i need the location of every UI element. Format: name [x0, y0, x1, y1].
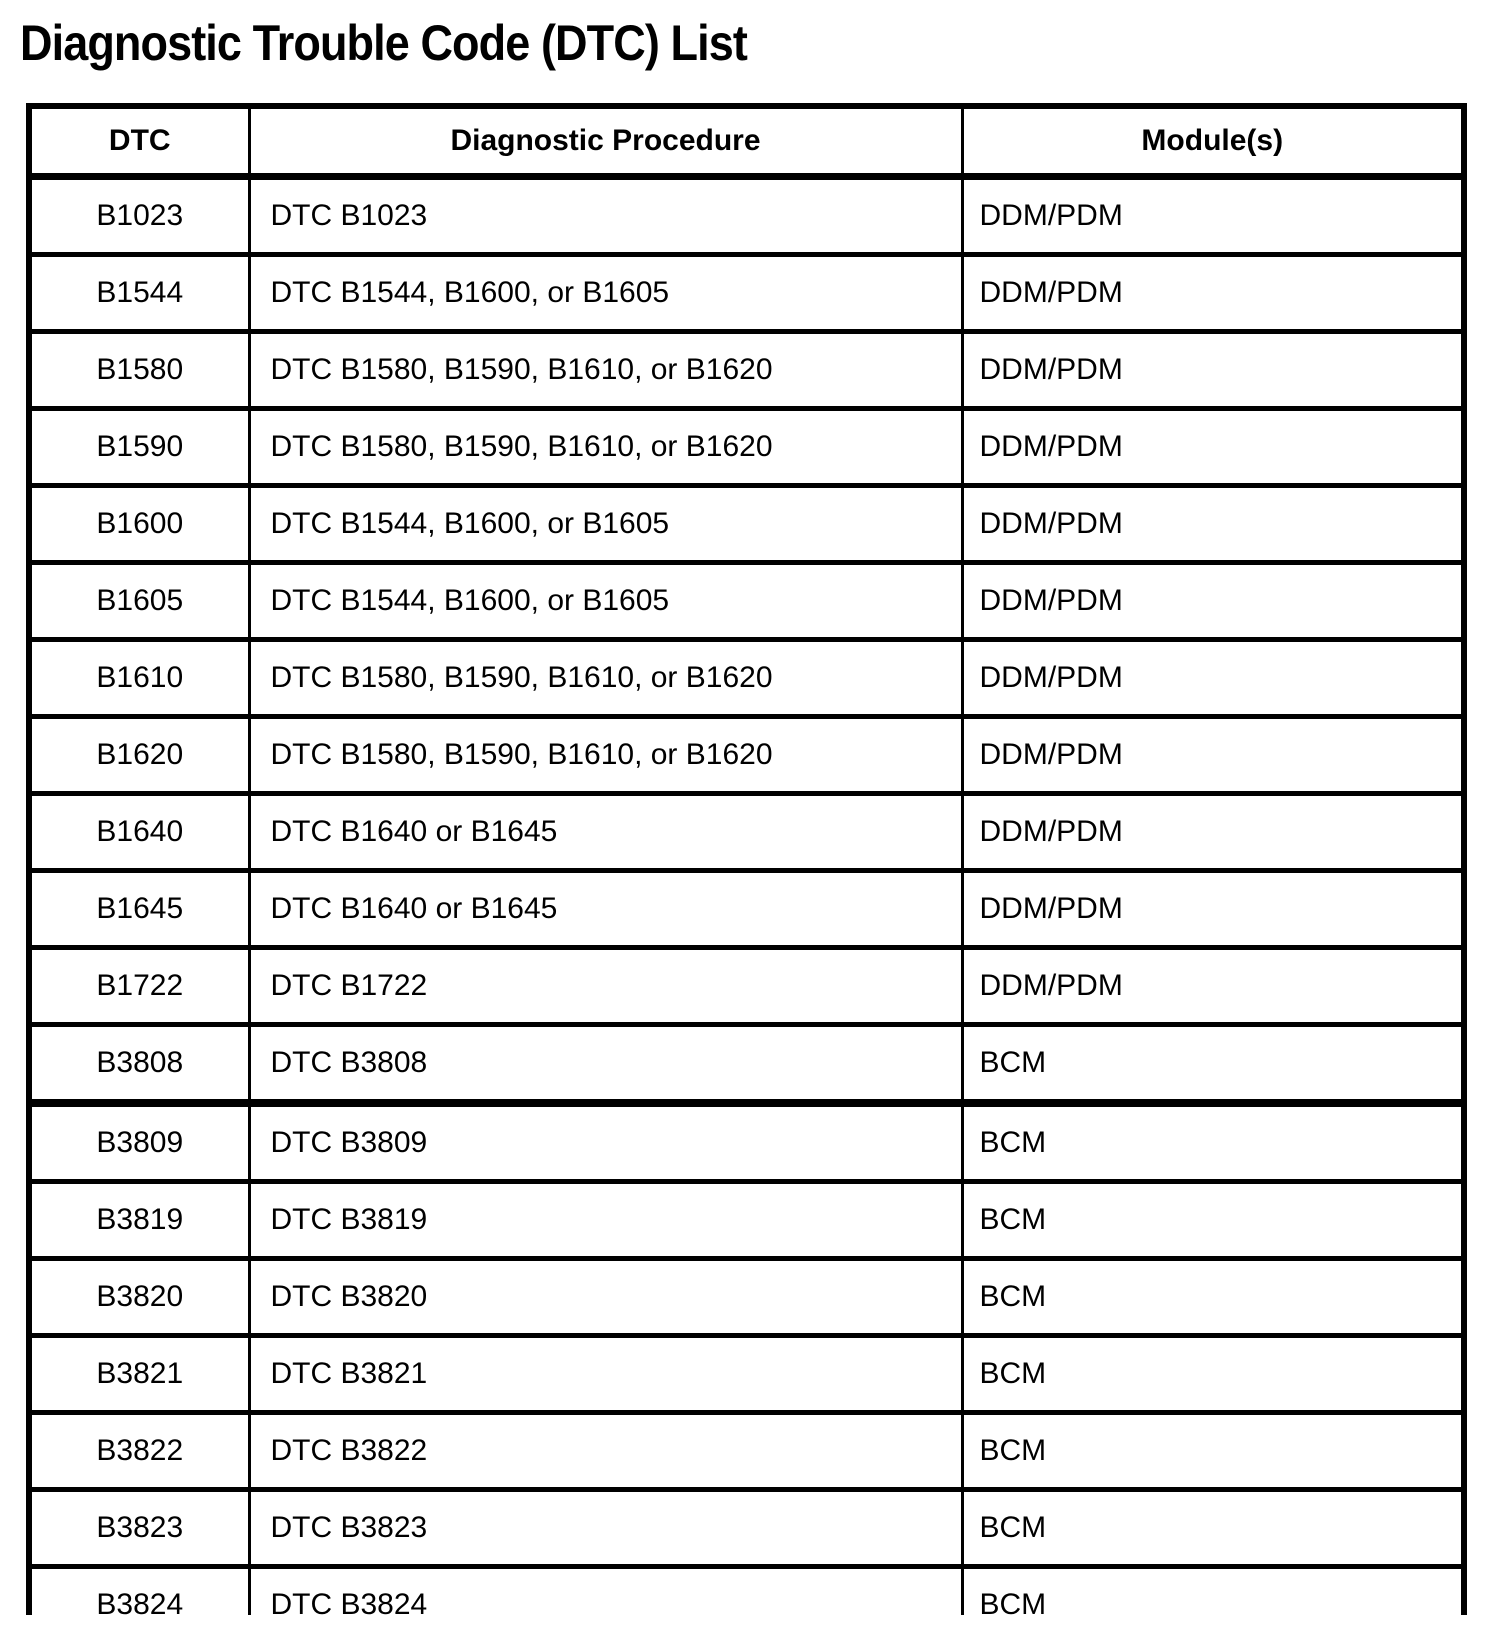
dtc-cell: B1640 — [29, 794, 249, 871]
dtc-cell: B3819 — [29, 1182, 249, 1259]
table-row — [29, 332, 1464, 409]
modules-cell: DDM/PDM — [962, 332, 1464, 409]
dtc-cell: B3823 — [29, 1490, 249, 1567]
table-row — [29, 486, 1464, 563]
dtc-cell: B1544 — [29, 255, 249, 332]
modules-cell: DDM/PDM — [962, 409, 1464, 486]
procedure-cell: DTC B3823 — [249, 1490, 962, 1567]
modules-cell: BCM — [962, 1490, 1464, 1567]
modules-cell: BCM — [962, 1259, 1464, 1336]
table-row — [29, 1413, 1464, 1490]
procedure-cell: DTC B3808 — [249, 1025, 962, 1104]
modules-cell: BCM — [962, 1567, 1464, 1616]
table-row — [29, 1103, 1464, 1182]
table-row — [29, 948, 1464, 1025]
modules-cell: DDM/PDM — [962, 871, 1464, 948]
modules-cell: BCM — [962, 1336, 1464, 1413]
header-cell-dtc: DTC — [29, 106, 249, 177]
dtc-table-head — [29, 106, 1464, 177]
procedure-cell: DTC B1544, B1600, or B1605 — [249, 255, 962, 332]
procedure-cell: DTC B1544, B1600, or B1605 — [249, 486, 962, 563]
dtc-cell: B3824 — [29, 1567, 249, 1616]
modules-cell: BCM — [962, 1103, 1464, 1182]
procedure-cell: DTC B3809 — [249, 1103, 962, 1182]
dtc-table — [26, 103, 1467, 1615]
procedure-cell: DTC B3824 — [249, 1567, 962, 1616]
table-row — [29, 1182, 1464, 1259]
table-row — [29, 1025, 1464, 1104]
modules-cell: DDM/PDM — [962, 177, 1464, 255]
table-row — [29, 1567, 1464, 1616]
page-title: Diagnostic Trouble Code (DTC) List — [20, 15, 747, 71]
modules-cell: DDM/PDM — [962, 255, 1464, 332]
dtc-cell: B1590 — [29, 409, 249, 486]
dtc-cell: B1600 — [29, 486, 249, 563]
dtc-cell: B3821 — [29, 1336, 249, 1413]
table-row — [29, 1259, 1464, 1336]
modules-cell: DDM/PDM — [962, 794, 1464, 871]
table-row — [29, 1490, 1464, 1567]
dtc-cell: B3808 — [29, 1025, 249, 1104]
modules-cell: BCM — [962, 1182, 1464, 1259]
dtc-table-body — [29, 177, 1464, 1616]
table-row — [29, 871, 1464, 948]
dtc-cell: B1645 — [29, 871, 249, 948]
procedure-cell: DTC B3820 — [249, 1259, 962, 1336]
procedure-cell: DTC B1580, B1590, B1610, or B1620 — [249, 332, 962, 409]
table-row — [29, 409, 1464, 486]
dtc-cell: B1620 — [29, 717, 249, 794]
procedure-cell: DTC B3821 — [249, 1336, 962, 1413]
header-row — [29, 106, 1464, 177]
procedure-cell: DTC B1580, B1590, B1610, or B1620 — [249, 640, 962, 717]
dtc-table-container — [22, 103, 1474, 1615]
header-cell-modules: Module(s) — [962, 106, 1464, 177]
dtc-cell: B3809 — [29, 1103, 249, 1182]
procedure-cell: DTC B1580, B1590, B1610, or B1620 — [249, 409, 962, 486]
procedure-cell: DTC B1580, B1590, B1610, or B1620 — [249, 717, 962, 794]
procedure-cell: DTC B3819 — [249, 1182, 962, 1259]
modules-cell: DDM/PDM — [962, 563, 1464, 640]
dtc-cell: B3822 — [29, 1413, 249, 1490]
modules-cell: DDM/PDM — [962, 640, 1464, 717]
modules-cell: BCM — [962, 1025, 1464, 1104]
modules-cell: DDM/PDM — [962, 717, 1464, 794]
table-row — [29, 1336, 1464, 1413]
table-row — [29, 640, 1464, 717]
procedure-cell: DTC B1023 — [249, 177, 962, 255]
dtc-cell: B1580 — [29, 332, 249, 409]
table-row — [29, 255, 1464, 332]
header-cell-procedure: Diagnostic Procedure — [249, 106, 962, 177]
modules-cell: DDM/PDM — [962, 486, 1464, 563]
modules-cell: BCM — [962, 1413, 1464, 1490]
dtc-cell: B1605 — [29, 563, 249, 640]
procedure-cell: DTC B1640 or B1645 — [249, 794, 962, 871]
table-row — [29, 177, 1464, 255]
dtc-cell: B1722 — [29, 948, 249, 1025]
table-row — [29, 794, 1464, 871]
modules-cell: DDM/PDM — [962, 948, 1464, 1025]
procedure-cell: DTC B1722 — [249, 948, 962, 1025]
dtc-cell: B3820 — [29, 1259, 249, 1336]
table-row — [29, 563, 1464, 640]
procedure-cell: DTC B1640 or B1645 — [249, 871, 962, 948]
dtc-cell: B1610 — [29, 640, 249, 717]
procedure-cell: DTC B1544, B1600, or B1605 — [249, 563, 962, 640]
dtc-cell: B1023 — [29, 177, 249, 255]
procedure-cell: DTC B3822 — [249, 1413, 962, 1490]
table-row — [29, 717, 1464, 794]
